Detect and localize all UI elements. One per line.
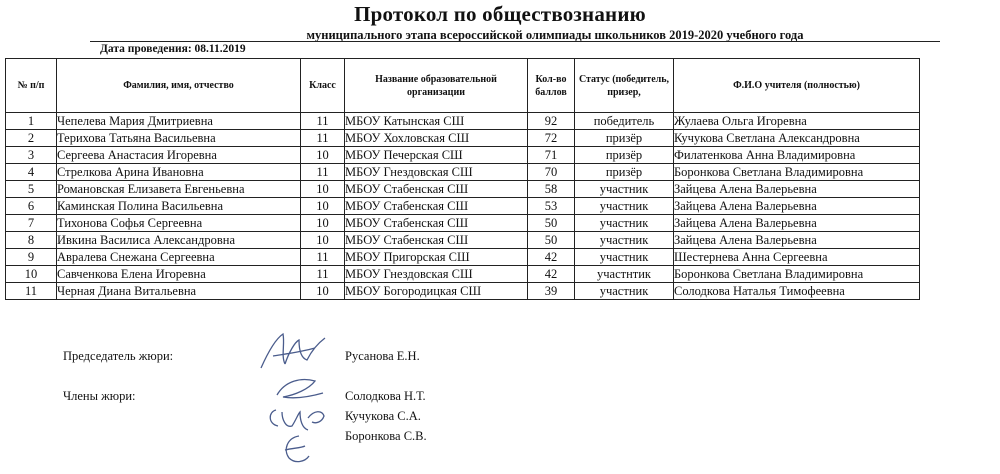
cell-score: 72 (528, 130, 575, 147)
table-row (6, 232, 920, 249)
cell-num: 7 (6, 215, 57, 232)
jury-chair-label: Председатель жюри: (63, 349, 174, 363)
cell-status: участник (575, 283, 674, 300)
header-name: Фамилия, имя, отчество (57, 59, 301, 113)
cell-org: МБОУ Гнездовская СШ (345, 164, 528, 181)
table-row (6, 198, 920, 215)
cell-num: 2 (6, 130, 57, 147)
jury-members-label: Члены жюри: (63, 389, 136, 403)
cell-org: МБОУ Печерская СШ (345, 147, 528, 164)
document-title: Протокол по обществознанию (354, 2, 646, 26)
cell-score: 39 (528, 283, 575, 300)
cell-num: 6 (6, 198, 57, 215)
cell-status: призёр (575, 164, 674, 181)
table-row (6, 266, 920, 283)
cell-class: 11 (301, 113, 345, 130)
cell-org: МБОУ Катынская СШ (345, 113, 528, 130)
cell-name: Авралева Снежана Сергеевна (57, 249, 301, 266)
cell-status: призёр (575, 147, 674, 164)
cell-org: МБОУ Пригорская СШ (345, 249, 528, 266)
member-signature (262, 400, 342, 434)
cell-teacher: Зайцева Алена Валерьевна (674, 198, 920, 215)
cell-class: 10 (301, 147, 345, 164)
cell-name: Романовская Елизавета Евгеньевна (57, 181, 301, 198)
table-header-row (6, 59, 920, 113)
cell-org: МБОУ Богородицкая СШ (345, 283, 528, 300)
cell-status: призёр (575, 130, 674, 147)
cell-class: 11 (301, 130, 345, 147)
cell-org: МБОУ Стабенская СШ (345, 232, 528, 249)
cell-org: МБОУ Стабенская СШ (345, 215, 528, 232)
cell-class: 11 (301, 266, 345, 283)
cell-org: МБОУ Гнездовская СШ (345, 266, 528, 283)
member-signature (275, 432, 315, 468)
header-status: Статус (победитель, призер, (575, 59, 674, 113)
cell-score: 42 (528, 266, 575, 283)
table-row (6, 147, 920, 164)
cell-score: 53 (528, 198, 575, 215)
cell-num: 8 (6, 232, 57, 249)
cell-teacher: Боронкова Светлана Владимировна (674, 164, 920, 181)
cell-name: Терихова Татьяна Васильевна (57, 130, 301, 147)
cell-status: участник (575, 181, 674, 198)
cell-class: 10 (301, 198, 345, 215)
cell-num: 4 (6, 164, 57, 181)
cell-org: МБОУ Стабенская СШ (345, 198, 528, 215)
cell-score: 70 (528, 164, 575, 181)
cell-class: 10 (301, 215, 345, 232)
cell-name: Стрелкова Арина Ивановна (57, 164, 301, 181)
cell-teacher: Филатенкова Анна Владимировна (674, 147, 920, 164)
cell-name: Чепелева Мария Дмитриевна (57, 113, 301, 130)
cell-score: 58 (528, 181, 575, 198)
jury-member-name: Боронкова С.В. (345, 429, 427, 443)
cell-org: МБОУ Стабенская СШ (345, 181, 528, 198)
cell-teacher: Шестернева Анна Сергеевна (674, 249, 920, 266)
header-class: Класс (301, 59, 345, 113)
cell-num: 10 (6, 266, 57, 283)
header-num: № п/п (6, 59, 57, 113)
cell-status: участник (575, 249, 674, 266)
cell-num: 5 (6, 181, 57, 198)
cell-score: 92 (528, 113, 575, 130)
header-teacher: Ф.И.О учителя (полностью) (674, 59, 920, 113)
table-row (6, 130, 920, 147)
cell-score: 50 (528, 232, 575, 249)
event-date: Дата проведения: 08.11.2019 (100, 43, 246, 55)
cell-score: 50 (528, 215, 575, 232)
table-row (6, 215, 920, 232)
cell-name: Каминская Полина Васильевна (57, 198, 301, 215)
cell-class: 10 (301, 283, 345, 300)
cell-num: 1 (6, 113, 57, 130)
cell-name: Савченкова Елена Игоревна (57, 266, 301, 283)
table-row (6, 181, 920, 198)
cell-teacher: Зайцева Алена Валерьевна (674, 215, 920, 232)
cell-teacher: Боронкова Светлана Владимировна (674, 266, 920, 283)
jury-member-name: Кучукова С.А. (345, 409, 421, 423)
cell-name: Ивкина Василиса Александровна (57, 232, 301, 249)
cell-class: 10 (301, 181, 345, 198)
cell-num: 11 (6, 283, 57, 300)
title-underline (90, 41, 940, 42)
cell-class: 11 (301, 249, 345, 266)
header-score: Кол-во баллов (528, 59, 575, 113)
cell-name: Сергеева Анастасия Игоревна (57, 147, 301, 164)
cell-score: 71 (528, 147, 575, 164)
cell-status: участник (575, 198, 674, 215)
cell-score: 42 (528, 249, 575, 266)
cell-num: 3 (6, 147, 57, 164)
cell-num: 9 (6, 249, 57, 266)
cell-org: МБОУ Хохловская СШ (345, 130, 528, 147)
header-org: Название образовательной организации (345, 59, 528, 113)
cell-status: победитель (575, 113, 674, 130)
cell-name: Тихонова Софья Сергеевна (57, 215, 301, 232)
table-row (6, 113, 920, 130)
cell-teacher: Солодкова Наталья Тимофеевна (674, 283, 920, 300)
cell-teacher: Жулаева Ольга Игоревна (674, 113, 920, 130)
results-table (5, 58, 920, 300)
cell-teacher: Зайцева Алена Валерьевна (674, 232, 920, 249)
table-row (6, 283, 920, 300)
table-row (6, 249, 920, 266)
cell-class: 11 (301, 164, 345, 181)
cell-status: участник (575, 232, 674, 249)
table-row (6, 164, 920, 181)
cell-teacher: Зайцева Алена Валерьевна (674, 181, 920, 198)
cell-status: участнтик (575, 266, 674, 283)
cell-status: участник (575, 215, 674, 232)
member-signature (265, 373, 335, 403)
cell-name: Черная Диана Витальевна (57, 283, 301, 300)
cell-class: 10 (301, 232, 345, 249)
jury-chair-name: Русанова Е.Н. (345, 349, 420, 363)
document-subtitle: муниципального этапа всероссийской олимпиады школьников 2019-2020 учебного года (306, 28, 804, 42)
chair-signature (255, 330, 335, 375)
jury-member-name: Солодкова Н.Т. (345, 389, 426, 403)
cell-teacher: Кучукова Светлана Александровна (674, 130, 920, 147)
